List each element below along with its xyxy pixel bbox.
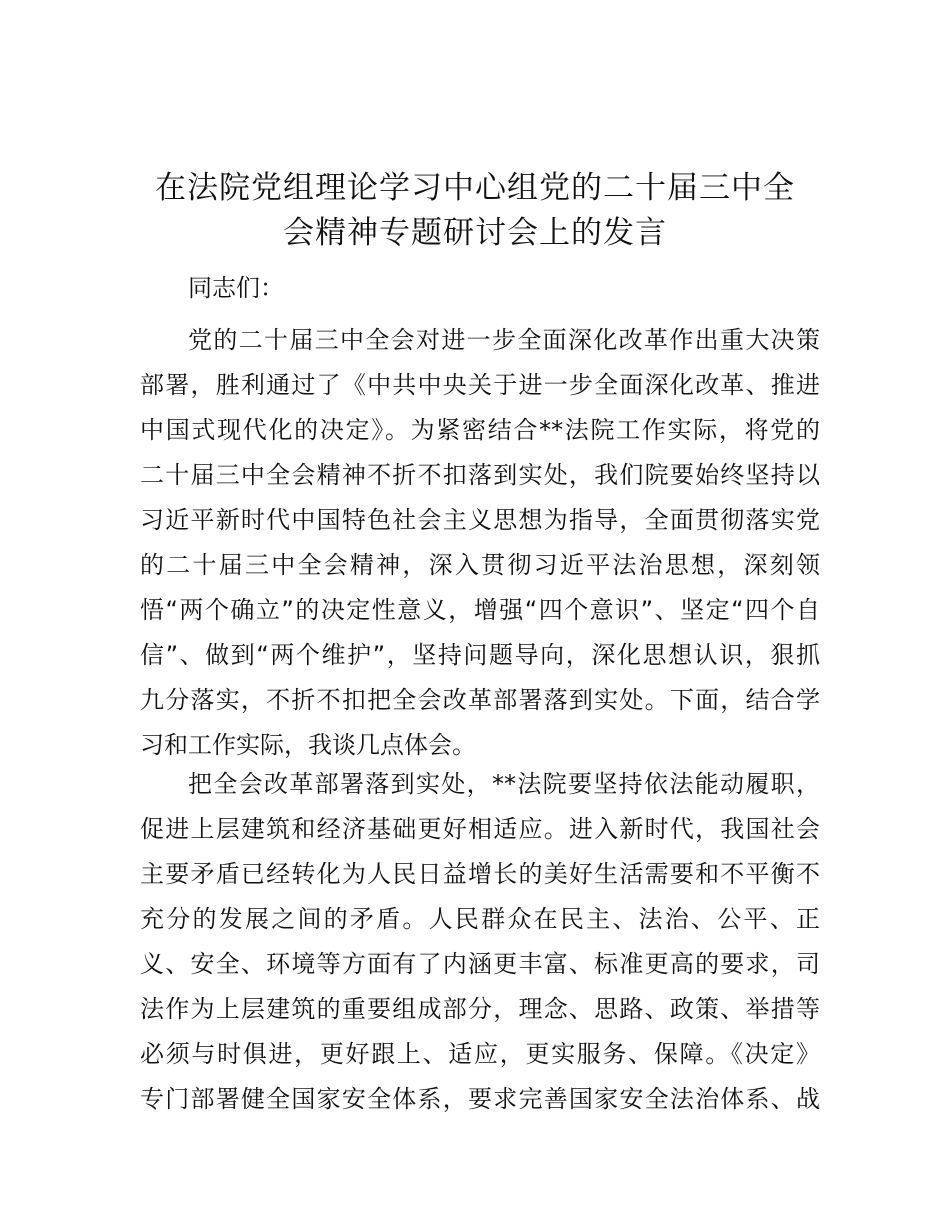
body-paragraph xyxy=(140,762,820,1122)
paragraph-line: 悟“两个确立”的决定性意义，增强“四个意识”、坚定“四个自 xyxy=(140,596,820,624)
paragraph-line: 习和工作实际，我谈几点体会。 xyxy=(140,731,476,759)
paragraph-line: 专门部署健全国家安全体系，要求完善国家安全法治体系、战 xyxy=(140,1085,820,1113)
paragraph-line: 主要矛盾已经转化为人民日益增长的美好生活需要和不平衡不 xyxy=(140,860,820,888)
title-line: 会精神专题研讨会上的发言 xyxy=(283,215,667,251)
paragraph-line: 信”、做到“两个维护”，坚持问题导向，深化思想认识，狠抓 xyxy=(140,641,820,669)
paragraph-line: 义、安全、环境等方面有了内涵更丰富、标准更高的要求，司 xyxy=(140,950,820,978)
document-title xyxy=(100,166,850,256)
paragraph-line: 党的二十届三中全会对进一步全面深化改革作出重大决策 xyxy=(188,326,820,354)
paragraph-line: 的二十届三中全会精神，深入贯彻习近平法治思想，深刻领 xyxy=(140,551,820,579)
paragraph-line: 促进上层建筑和经济基础更好相适应。进入新时代，我国社会 xyxy=(140,815,820,843)
paragraph-line: 二十届三中全会精神不折不扣落到实处，我们院要始终坚持以 xyxy=(140,461,820,489)
paragraph-line: 充分的发展之间的矛盾。人民群众在民主、法治、公平、正 xyxy=(140,905,820,933)
paragraph-line: 法作为上层建筑的重要组成部分，理念、思路、政策、举措等 xyxy=(140,995,820,1023)
title-line: 在法院党组理论学习中心组党的二十届三中全 xyxy=(155,170,795,206)
paragraph-line: 九分落实，不折不扣把全会改革部署落到实处。下面，结合学 xyxy=(140,686,820,714)
paragraph-line: 必须与时俱进，更好跟上、适应，更实服务、保障。《决定》 xyxy=(140,1040,820,1068)
body-paragraph xyxy=(140,318,820,768)
paragraph-line: 部署，胜利通过了《中共中央关于进一步全面深化改革、推进 xyxy=(140,371,820,399)
paragraph-line: 把全会改革部署落到实处，**法院要坚持依法能动履职， xyxy=(188,770,820,798)
paragraph-line: 中国式现代化的决定》。为紧密结合**法院工作实际，将党的 xyxy=(140,416,820,444)
salutation: 同志们： xyxy=(188,274,284,302)
paragraph-line: 习近平新时代中国特色社会主义思想为指导，全面贯彻落实党 xyxy=(140,506,820,534)
